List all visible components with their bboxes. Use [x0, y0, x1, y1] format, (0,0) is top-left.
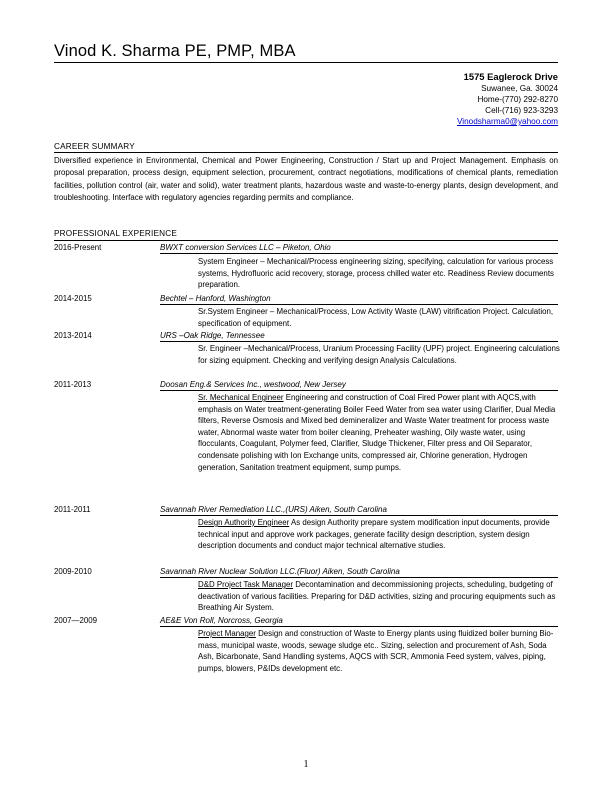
email-link[interactable]: Vinodsharma0@yahoo.com: [456, 117, 558, 126]
entry-company: Bechtel – Hanford, Washington: [160, 294, 271, 303]
home-phone: Home-(770) 292-8270: [477, 95, 558, 104]
entry-divider: [160, 253, 558, 254]
entry-date: 2013-2014: [54, 331, 92, 340]
entry-date: 2014-2015: [54, 294, 92, 303]
entry-company: Doosan Eng.& Services Inc., westwood, New Jersey: [160, 380, 346, 389]
address-street: 1575 Eaglerock Drive: [463, 71, 558, 82]
entry-description: [198, 392, 560, 473]
entry-divider: [160, 577, 558, 578]
name-divider: [54, 62, 558, 63]
entry-desc-text: Engineering and construction of Coal Fired Power plant with AQCS,with emphasis on Water treatment-generating Boiler Feed Water from sea water using Clarifier, Dual Media filters, Reverse Osmosis and Mixed bed demineralizer and Waste Water treatment for process waste water, Abnormal waste water from boiler cleaning, Preheater washing, Oily waste water, using flocculants, Coagulant, Polymer feed, Clarifier, Sludge Thickener, Filter press and Oil Separator, condensate polishing with Ion Exchange units, compressed air, Chlorine generation, Hydrogen generation, Sanitation treatment equipment, sump pumps.: [198, 393, 556, 472]
entry-date: 2009-2010: [54, 567, 92, 576]
entry-role: D&D Project Task Manager: [198, 580, 294, 589]
entry-desc-text: Design and construction of Waste to Energy plants using fluidized boiler burning Bio-mass, municipal waste, woods, sewage sludge etc.. Sizing, selection and procurement of Ash, Soda Ash, Bicarbonate, Sand Handling systems, AQCS with SCR, Ammonia Feed system, valves, piping, pumps, blowers, P&IDs development etc.: [198, 629, 554, 673]
entry-role: Project Manager: [198, 629, 256, 638]
entry-description: [198, 343, 560, 366]
entry-divider: [160, 626, 558, 627]
entry-description: [198, 628, 560, 674]
experience-divider: [54, 240, 558, 241]
entry-description: [198, 306, 560, 329]
entry-description: [198, 256, 560, 291]
entry-desc-text: Decontamination and decommissioning projects, scheduling, budgeting of deactivation of various facilities. Preparing for D&D activities, sizing and procuring equipments such as Breathing Air System.: [198, 580, 556, 613]
contact-block: [457, 70, 558, 127]
entry-company: URS –Oak Ridge, Tennessee: [160, 331, 265, 340]
entry-desc-text: As design Authority prepare system modification input documents, provide technical input and approve work packages, generate facility design description, system design description documents and conduct major technical alternative studies.: [198, 518, 550, 551]
entry-date: 2016-Present: [54, 243, 102, 252]
entry-role: Design Authority Engineer: [198, 518, 290, 527]
entry-company: Savannah River Remediation LLC.,(URS) Aiken, South Carolina: [160, 505, 387, 514]
entry-divider: [160, 304, 558, 305]
career-summary-heading: CAREER SUMMARY: [54, 142, 135, 151]
entry-divider: [160, 390, 558, 391]
entry-description: [198, 579, 560, 614]
entry-date: 2011-2011: [54, 505, 91, 514]
experience-heading: PROFESSIONAL EXPERIENCE: [54, 229, 178, 238]
entry-divider: [160, 515, 558, 516]
entry-desc-text: Sr.System Engineer – Mechanical/Process, Low Activity Waste (LAW) vitrification Project. Calculation, specification of equipment.: [198, 307, 554, 328]
resume-name: Vinod K. Sharma PE, PMP, MBA: [54, 42, 296, 60]
entry-company: Savannah River Nuclear Solution LLC.(Fluor) Aiken, South Carolina: [160, 567, 400, 576]
page-number: 1: [303, 759, 309, 770]
address-city: Suwanee, Ga. 30024: [481, 84, 558, 93]
career-summary-text: Diversified experience in Environmental, Chemical and Power Engineering, Construction / Start up and Project Management. Emphasis on proposal preparation, process design, equipment selection, procurement, contract negotiations, modifications of chemical plants, remediation facilities, pollution control (air, water and solid), water treatment plants, hazardous waste and waste-to-energy plants, design development, and troubleshooting. Interface with regulatory agencies regarding permits and compliance.: [54, 156, 558, 202]
cell-phone: Cell-(716) 923-3293: [485, 106, 558, 115]
entry-divider: [160, 341, 558, 342]
career-summary-divider: [54, 152, 558, 153]
entry-company: BWXT conversion Services LLC – Piketon, Ohio: [160, 243, 331, 252]
entry-desc-text: Sr. Engineer –Mechanical/Process, Uranium Processing Facility (UPF) project. Engineering calculations for sizing equipment. Checking and verifying design Analysis Calculations.: [198, 344, 560, 365]
entry-date: 2007—2009: [54, 616, 97, 625]
entry-date: 2011-2013: [54, 380, 92, 389]
entry-role: Sr. Mechanical Engineer: [198, 393, 284, 402]
entry-desc-text: System Engineer – Mechanical/Process engineering sizing, specifying, calculation for various process systems, Hydrofluoric acid recovery, storage, process chilled water etc. Readiness Review documents preparation.: [198, 257, 554, 290]
entry-company: AE&E Von Roll, Norcross, Georgia: [160, 616, 283, 625]
entry-description: [198, 517, 560, 552]
